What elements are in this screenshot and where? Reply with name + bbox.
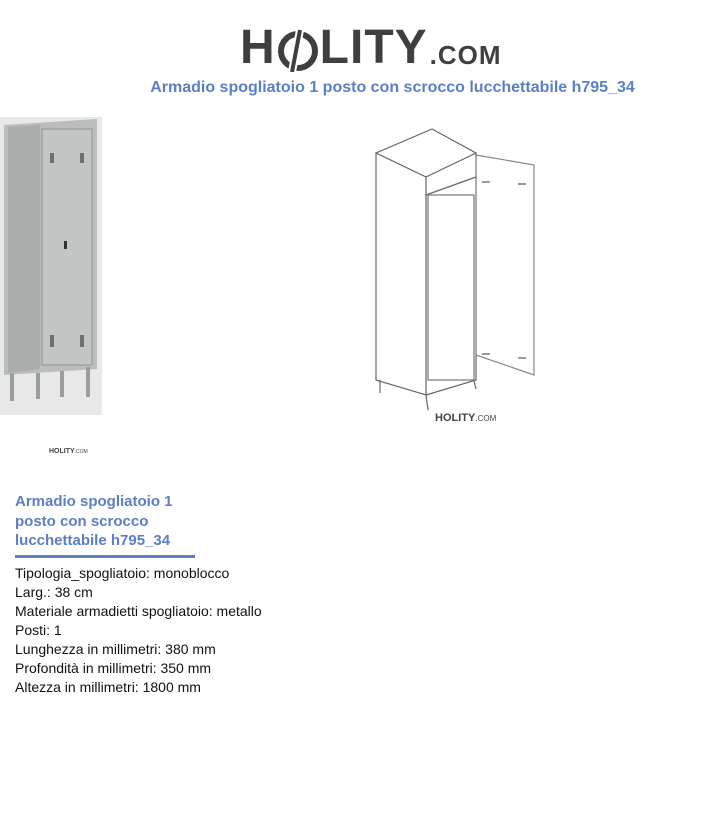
product-drawing[interactable] [370,125,540,425]
product-title [15,492,195,558]
product-photo[interactable] [0,117,102,415]
drawing-watermark-logo: HOLITY.COM [435,412,497,424]
logo-letters-lity: LITY [319,21,428,74]
product-title-line: lucchettabile h795_34 [15,532,171,549]
logo-o-mark [278,26,318,72]
product-title-line: posto con scrocco [15,512,149,530]
page-title: Armadio spogliatoio 1 posto con scrocco lucchettabile h795_34 [150,79,635,96]
spec-length: Lunghezza in millimetri: 380 mm [15,641,216,657]
holity-logo[interactable] [240,12,502,74]
spec-material: Materiale armadietti spogliatoio: metallo [15,603,262,619]
logo-letter-h: H [240,21,276,74]
product-title-line: Armadio spogliatoio 1 [15,493,173,510]
spec-type: Tipologia_spogliatoio: monoblocco [15,565,230,581]
spec-seats: Posti: 1 [15,622,62,638]
spec-list [15,564,262,697]
thumbnail-logo[interactable]: HOLITY.COM [49,448,88,455]
spec-height: Altezza in millimetri: 1800 mm [15,679,201,695]
logo-wordmark [240,21,502,74]
spec-depth: Profondità in millimetri: 350 mm [15,660,212,676]
logo-dotcom: .COM [429,40,502,70]
spec-width: Larg.: 38 cm [15,584,93,600]
